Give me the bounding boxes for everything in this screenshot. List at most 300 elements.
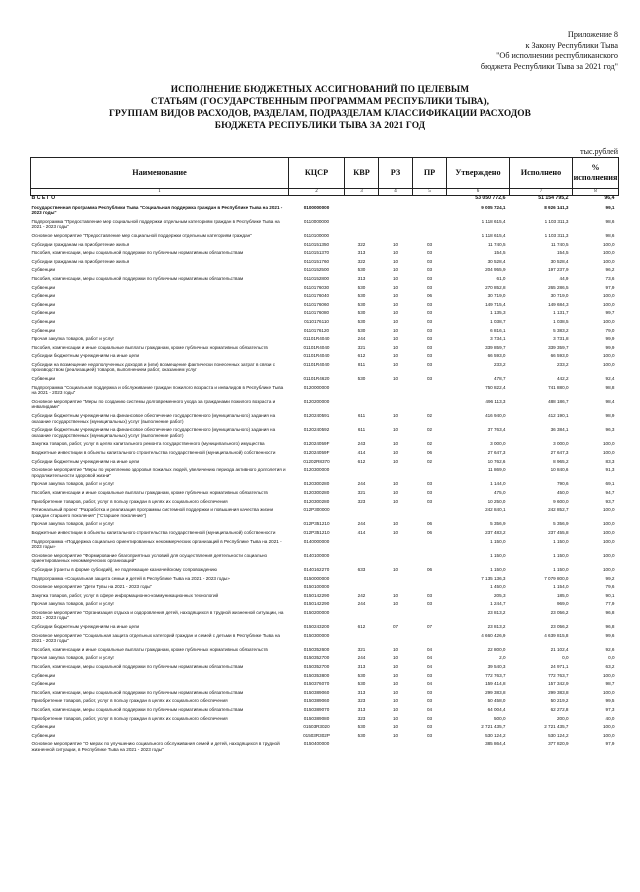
row-approved: 9 005 724,1	[481, 204, 506, 210]
row-kvr: 530	[357, 284, 366, 290]
row-approved: 10 762,6	[487, 458, 506, 464]
row-rz: 10	[392, 707, 399, 712]
table-row	[31, 362, 619, 373]
row-percent: 79,6	[605, 584, 615, 590]
row-kcsr: 0120240592	[303, 427, 330, 433]
row-approved: 23 813,2	[487, 609, 506, 615]
table-row	[31, 385, 619, 396]
row-approved: 204 955,9	[485, 267, 506, 273]
row-executed: 233,2	[557, 361, 569, 367]
row-kcsr: 0120000000	[303, 384, 330, 390]
row-executed: 200,0	[557, 715, 569, 721]
row-executed: 5 356,9	[553, 521, 569, 527]
row-rz: 10	[392, 353, 399, 359]
row-kvr: 244	[357, 481, 366, 487]
row-kvr: 612	[357, 624, 366, 630]
row-percent: 96,8	[605, 624, 615, 630]
row-approved: 2,0	[499, 655, 506, 661]
row-approved: 64 004,4	[487, 707, 506, 712]
row-kvr: 321	[357, 489, 366, 495]
row-rz: 10	[392, 489, 399, 495]
row-approved: 1 244,7	[490, 601, 506, 607]
row-percent: 100,0	[603, 507, 615, 513]
row-percent: 100,0	[603, 318, 615, 324]
row-approved: 1 118 615,4	[481, 218, 506, 224]
row-executed: 339 359,7	[548, 344, 569, 350]
table-row	[31, 633, 619, 644]
row-pr	[413, 741, 447, 752]
budget-table	[30, 157, 619, 756]
row-kcsr: 01101R4040	[303, 353, 330, 359]
row-percent: 100,0	[603, 689, 615, 695]
row-kcsr: 0150100000	[303, 584, 330, 590]
row-executed: 51 154 795,2	[538, 195, 569, 201]
row-executed: 1 038,5	[553, 318, 569, 324]
row-spacer	[31, 753, 619, 756]
row-kvr: 322	[357, 241, 366, 247]
row-percent: 99,5	[605, 698, 615, 704]
row-approved: 37 763,4	[487, 427, 506, 433]
row-kcsr: 01503R302P	[303, 732, 330, 738]
row-rz: 10	[392, 441, 399, 447]
row-executed: 1 131,7	[553, 310, 569, 316]
row-kcsr: 0150400000	[303, 741, 330, 747]
row-rz	[379, 633, 413, 644]
table-row	[31, 507, 619, 518]
row-percent: 99,7	[605, 310, 615, 316]
row-executed: 8 965,2	[553, 458, 569, 464]
row-name: Субвенции	[31, 732, 56, 738]
row-percent: 0,0	[608, 655, 615, 661]
row-rz: 10	[392, 413, 399, 419]
table-row	[31, 467, 619, 478]
row-kvr: 322	[357, 258, 366, 264]
row-percent: 92,6	[605, 646, 615, 652]
row-rz	[379, 610, 413, 621]
row-rz: 10	[392, 327, 399, 333]
row-approved: 772 763,7	[485, 672, 506, 678]
row-rz: 10	[392, 681, 399, 687]
row-kcsr: 0150376070	[303, 681, 330, 687]
row-percent: 100,0	[603, 361, 615, 367]
row-percent: 100,0	[603, 441, 615, 447]
row-approved: 475,0	[494, 489, 506, 495]
row-executed: 62 272,8	[550, 707, 569, 712]
row-percent: 98,8	[605, 384, 615, 390]
row-kvr: 811	[357, 361, 366, 367]
row-executed: 5 383,2	[553, 327, 569, 333]
row-name: Субсидии бюджетным учреждениям на иные цели	[31, 353, 140, 359]
row-kvr: 633	[357, 566, 366, 572]
row-kvr: 321	[357, 646, 366, 652]
col-number: 7	[510, 189, 573, 196]
row-pr	[413, 553, 447, 564]
row-pr: 04	[426, 681, 433, 687]
row-kcsr: 0150352700	[303, 664, 330, 670]
row-executed: 242 852,7	[548, 507, 569, 513]
row-executed: 3 731,8	[553, 336, 569, 342]
title-line: СТАТЬЯМ (ГОСУДАРСТВЕННЫМ ПРОГРАММАМ РЕСПУБЛИКИ ТЫВА),	[150, 97, 490, 107]
row-executed: 23 056,2	[550, 609, 569, 615]
row-kcsr: 0120300280	[303, 489, 330, 495]
row-pr	[413, 399, 447, 410]
title-line: БЮДЖЕТА РЕСПУБЛИКИ ТЫВА ЗА 2021 ГОД	[214, 121, 426, 131]
row-name: Субвенции	[31, 327, 56, 333]
row-percent: 100,0	[603, 450, 615, 455]
row-percent: 98,9	[605, 413, 615, 419]
row-rz: 10	[392, 732, 399, 738]
row-pr: 03	[426, 310, 433, 316]
row-pr: 03	[426, 689, 433, 695]
row-kcsr: 0110176080	[303, 310, 330, 316]
row-kvr: 530	[357, 376, 366, 382]
row-name: Субвенции	[31, 681, 56, 687]
row-pr: 03	[426, 361, 433, 367]
row-name: Субвенции	[31, 267, 56, 273]
row-pr: 04	[426, 707, 433, 712]
row-pr: 03	[426, 498, 433, 504]
row-kcsr: 0150243200	[303, 624, 330, 630]
row-rz: 10	[392, 566, 399, 572]
row-approved: 233,2	[494, 361, 506, 367]
row-executed: 299 383,8	[548, 689, 569, 695]
row-kvr: 530	[357, 327, 366, 333]
row-kvr: 323	[357, 498, 366, 504]
row-kvr	[345, 741, 379, 752]
row-percent: 98,4	[605, 398, 615, 404]
row-name: Субсидии (гранты в форме субсидий), не подлежащие казначейскому сопровождению	[31, 566, 217, 572]
row-name: Основное мероприятие "Социальная защита отдельных категорий граждан и семей с детьми в Республике Тыва на 2021 - 2023 годы"	[31, 632, 280, 644]
row-kcsr: 0150389080	[303, 715, 330, 721]
table-row	[31, 610, 619, 621]
row-kvr: 313	[357, 664, 366, 670]
row-kcsr: 0150389060	[303, 689, 330, 695]
row-rz	[379, 385, 413, 396]
row-approved: 1 038,7	[490, 318, 506, 324]
row-pr: 06	[426, 529, 433, 535]
row-executed: 9 600,0	[553, 498, 569, 504]
row-kvr	[345, 539, 379, 550]
row-name: Бюджетные инвестиции в объекты капитального строительства государственной (муниципальной) собственности	[31, 529, 276, 535]
row-pr	[413, 539, 447, 550]
row-name: Прочая закупка товаров, работ и услуг	[31, 521, 115, 527]
row-percent: 100,0	[603, 353, 615, 359]
row-kvr: 244	[357, 521, 366, 527]
row-rz: 10	[392, 450, 399, 455]
row-pr: 04	[426, 646, 433, 652]
row-name: Субвенции	[31, 293, 56, 299]
row-pr: 03	[426, 489, 433, 495]
row-name: Подпрограмма "Предоставление мер социальной поддержки отдельным категориям граждан в Республике Тыва на 2021 - 2023 годы"	[31, 218, 280, 230]
row-percent: 98,6	[605, 232, 615, 238]
row-pr: 04	[426, 655, 433, 661]
row-executed: 237 455,8	[548, 529, 569, 535]
units-label: тыс.рублей	[580, 147, 618, 156]
row-pr	[413, 219, 447, 230]
row-rz: 10	[392, 318, 399, 324]
document-title	[70, 84, 570, 132]
header-kcsr: КЦСР	[289, 158, 345, 189]
row-kcsr: 0110176040	[303, 293, 330, 299]
row-rz	[379, 741, 413, 752]
row-rz	[379, 507, 413, 518]
col-number: 6	[447, 189, 510, 196]
row-name: Подпрограмма «Социальная защита семьи и детей в Республике Тыва на 2021 - 2023 годы»	[31, 575, 230, 581]
row-approved: 154,5	[494, 250, 506, 256]
row-kvr: 244	[357, 601, 366, 607]
header-executed: Исполнено	[510, 158, 573, 189]
row-rz: 10	[392, 284, 399, 290]
row-percent: 94,7	[605, 489, 615, 495]
row-approved: 23 813,2	[487, 624, 506, 630]
row-name: Субвенции	[31, 376, 56, 382]
row-kvr: 530	[357, 267, 366, 273]
row-kvr: 530	[357, 310, 366, 316]
row-approved: 237 483,2	[485, 529, 506, 535]
row-approved: 530 124,2	[485, 732, 506, 738]
row-kcsr: 0120300280	[303, 498, 330, 504]
row-kvr: 530	[357, 732, 366, 738]
row-rz: 10	[392, 646, 399, 652]
row-percent: 100,0	[603, 529, 615, 535]
row-rz: 10	[392, 267, 399, 273]
row-pr	[413, 633, 447, 644]
row-name: Пособия, компенсации и иные социальные выплаты гражданам, кроме публичных нормативных обязательств	[31, 646, 268, 652]
row-name: Прочая закупка товаров, работ и услуг	[31, 601, 115, 607]
row-pr: 03	[426, 241, 433, 247]
row-name: Субсидии гражданам на приобретение жилья	[31, 241, 130, 247]
row-percent: 98,7	[605, 681, 615, 687]
row-kvr: 414	[357, 450, 366, 455]
row-executed: 1 150,0	[553, 566, 569, 572]
row-percent: 100,0	[603, 250, 615, 256]
row-executed: 11 740,5	[550, 241, 569, 247]
row-rz: 10	[392, 498, 399, 504]
row-kvr: 611	[357, 427, 366, 433]
row-kvr	[345, 610, 379, 621]
header-pr: ПР	[413, 158, 447, 189]
row-kcsr: 0150142290	[303, 601, 330, 607]
table-row	[31, 413, 619, 424]
row-kvr	[345, 219, 379, 230]
row-percent: 91,3	[605, 467, 615, 473]
row-executed: 185,0	[557, 592, 569, 598]
row-approved: 1 118 615,4	[481, 232, 506, 238]
row-pr: 03	[426, 481, 433, 487]
row-name: Прочая закупка товаров, работ и услуг	[31, 336, 115, 342]
row-rz: 10	[392, 601, 399, 607]
row-kvr: 323	[357, 698, 366, 704]
row-kvr: 414	[357, 529, 366, 535]
row-name: Пособия, компенсации, меры социальной поддержки по публичным нормативным обязательствам	[31, 275, 244, 281]
row-approved: 299 383,8	[485, 689, 506, 695]
row-pr: 02	[426, 441, 433, 447]
row-kcsr: 012024059F	[303, 450, 330, 455]
row-kvr: 530	[357, 672, 366, 678]
row-executed: 265 286,5	[548, 284, 569, 290]
row-executed: 3 000,0	[553, 441, 569, 447]
row-pr: 03	[426, 336, 433, 342]
row-approved: 27 647,3	[487, 450, 506, 455]
row-pr: 06	[426, 566, 433, 572]
row-pr: 03	[426, 250, 433, 256]
row-executed: 2 721 435,7	[544, 724, 569, 730]
table-row	[31, 741, 619, 752]
row-executed: 8 926 141,3	[544, 204, 569, 210]
row-rz: 10	[392, 250, 399, 256]
row-pr: 06	[426, 521, 433, 527]
row-approved: 66 593,0	[487, 353, 506, 359]
row-percent: 99,6	[605, 632, 615, 638]
row-kcsr: 0120200000	[303, 398, 330, 404]
row-executed: 1 103 311,3	[544, 218, 569, 224]
row-kcsr: 0150300000	[303, 632, 330, 638]
row-approved: 270 852,8	[485, 284, 506, 290]
row-percent: 93,7	[605, 498, 615, 504]
row-executed: 488 186,7	[548, 398, 569, 404]
row-kvr: 313	[357, 275, 366, 281]
row-kvr: 242	[357, 592, 366, 598]
row-kvr	[345, 467, 379, 478]
row-rz: 10	[392, 592, 399, 598]
row-name: Подпрограмма «Поддержка социально ориентированных некоммерческих организаций в Республике Тыва на 2021 - 2023 годы»	[31, 538, 282, 550]
row-percent: 73,6	[605, 275, 615, 281]
row-kvr: 321	[357, 344, 366, 350]
row-percent: 100,0	[603, 672, 615, 678]
row-kvr	[345, 507, 379, 518]
col-number: 1	[31, 189, 289, 196]
row-pr	[413, 385, 447, 396]
row-pr: 02	[426, 413, 433, 419]
row-pr: 02	[426, 427, 433, 433]
row-approved: 7 135 136,3	[481, 575, 506, 581]
row-name: Пособия, компенсации и иные социальные выплаты гражданам, кроме публичных нормативных обязательств	[31, 344, 268, 350]
row-percent: 77,9	[605, 601, 615, 607]
row-name: Пособия, компенсации и иные социальные выплаты гражданам, кроме публичных нормативных обязательств	[31, 489, 268, 495]
row-kvr: 313	[357, 250, 366, 256]
row-pr: 04	[426, 664, 433, 670]
row-name: Основное мероприятие "Организация отдыха и оздоровления детей, находящихся в трудной жизненной ситуации, на 2021 - 2023 годы"	[31, 609, 284, 621]
row-kcsr: 0110000000	[303, 218, 330, 224]
table-row	[31, 553, 619, 564]
table-row	[31, 219, 619, 230]
row-rz: 10	[392, 275, 399, 281]
row-kcsr: 0110176110	[304, 318, 329, 324]
row-kvr	[345, 205, 379, 216]
row-approved: 39 540,3	[487, 664, 506, 670]
appendix-line: Приложение 8	[567, 30, 618, 39]
row-pr	[413, 610, 447, 621]
table-row	[31, 539, 619, 550]
row-pr: 03	[426, 258, 433, 264]
row-approved: 61,0	[496, 275, 506, 281]
row-percent: 98,6	[605, 218, 615, 224]
header-approved: Утверждено	[447, 158, 510, 189]
row-approved: 50 458,0	[487, 698, 506, 704]
row-pr: 02	[426, 458, 433, 464]
row-kcsr: 0110151370	[303, 250, 330, 256]
row-kcsr: 01101R4620	[303, 376, 330, 382]
row-executed: 30 719,0	[550, 293, 569, 299]
row-approved: 3 734,1	[490, 336, 506, 342]
row-kcsr: 01101R4040	[303, 361, 330, 367]
row-percent: 97,9	[605, 284, 615, 290]
row-pr: 03	[426, 344, 433, 350]
row-pr	[413, 205, 447, 216]
row-name: Основное мероприятие "Формирование благоприятных условий для осуществления деятельности социально ориентированных некоммерческих организаций"	[31, 552, 268, 564]
row-approved: 30 528,4	[487, 258, 506, 264]
row-name: Приобретение товаров, работ, услуг в пользу граждан в целях их социального обеспечения	[31, 698, 228, 704]
row-kvr: 244	[357, 336, 366, 342]
row-rz: 10	[392, 427, 399, 433]
row-rz: 10	[392, 310, 399, 316]
row-approved: 30 719,0	[487, 293, 506, 299]
row-name: Пособия, компенсации, меры социальной поддержки по публичным нормативным обязательствам	[31, 250, 244, 256]
row-approved: 500,0	[494, 715, 506, 721]
row-percent: 40,0	[605, 715, 615, 721]
row-executed: 10 840,6	[550, 467, 569, 473]
row-executed: 1 103 311,3	[544, 232, 569, 238]
row-kcsr: 0150353800	[303, 672, 330, 678]
row-rz: 10	[392, 698, 399, 704]
row-rz: 10	[392, 664, 399, 670]
row-rz: 10	[392, 481, 399, 487]
row-rz: 10	[392, 715, 399, 721]
row-name: Субсидии бюджетным учреждениям на иные цели	[31, 624, 140, 630]
row-kvr: 313	[357, 689, 366, 695]
row-pr: 06	[426, 450, 433, 455]
row-pr: 07	[426, 624, 433, 630]
row-approved: 6 816,1	[490, 327, 506, 333]
row-executed: 7 079 800,0	[544, 575, 569, 581]
row-executed: 23 056,2	[550, 624, 569, 630]
row-kcsr: 0140000000	[303, 538, 330, 544]
row-rz: 10	[392, 301, 399, 307]
row-percent: 63,2	[605, 664, 615, 670]
row-percent: 96,3	[605, 427, 615, 433]
row-rz: 10	[392, 376, 399, 382]
table-row	[31, 399, 619, 410]
row-pr: 03	[426, 327, 433, 333]
row-approved: 1 135,3	[490, 310, 506, 316]
row-approved: 496 113,3	[485, 398, 506, 404]
row-name: Государственная программа Республики Тыва "Социальная поддержка граждан в Республике Тыва на 2021 - 2023 годы"	[31, 204, 283, 216]
row-kvr: 530	[357, 318, 366, 324]
row-kcsr: 0120240591	[303, 413, 330, 419]
row-name: Субсидии бюджетным учреждениям на финансовое обеспечение государственного (муниципального) задания на оказание государственных (муниципальных) услуг (выполнение работ)	[31, 427, 276, 438]
row-percent: 90,1	[605, 592, 615, 598]
row-percent: 69,1	[605, 481, 615, 487]
row-kcsr: 0110100000	[303, 232, 330, 238]
row-approved: 53 050 772,6	[475, 195, 506, 201]
row-executed: 969,0	[557, 601, 569, 607]
row-pr: 03	[426, 353, 433, 359]
row-approved: 5 356,9	[490, 521, 506, 527]
row-kcsr: 0150142290	[303, 592, 330, 598]
row-name: Субвенции	[31, 724, 56, 730]
row-approved: 205,3	[494, 592, 506, 598]
header-rz: РЗ	[379, 158, 413, 189]
row-percent: 99,9	[605, 344, 615, 350]
row-percent: 99,1	[605, 204, 615, 210]
row-percent: 100,0	[603, 566, 615, 572]
row-kcsr: 0140100000	[303, 552, 330, 558]
row-approved: 11 740,5	[487, 241, 506, 247]
row-executed: 0,0	[562, 655, 569, 661]
row-kcsr: 0150352700	[303, 655, 330, 661]
row-approved: 10 250,0	[487, 498, 506, 504]
row-executed: 27 647,3	[550, 450, 569, 455]
